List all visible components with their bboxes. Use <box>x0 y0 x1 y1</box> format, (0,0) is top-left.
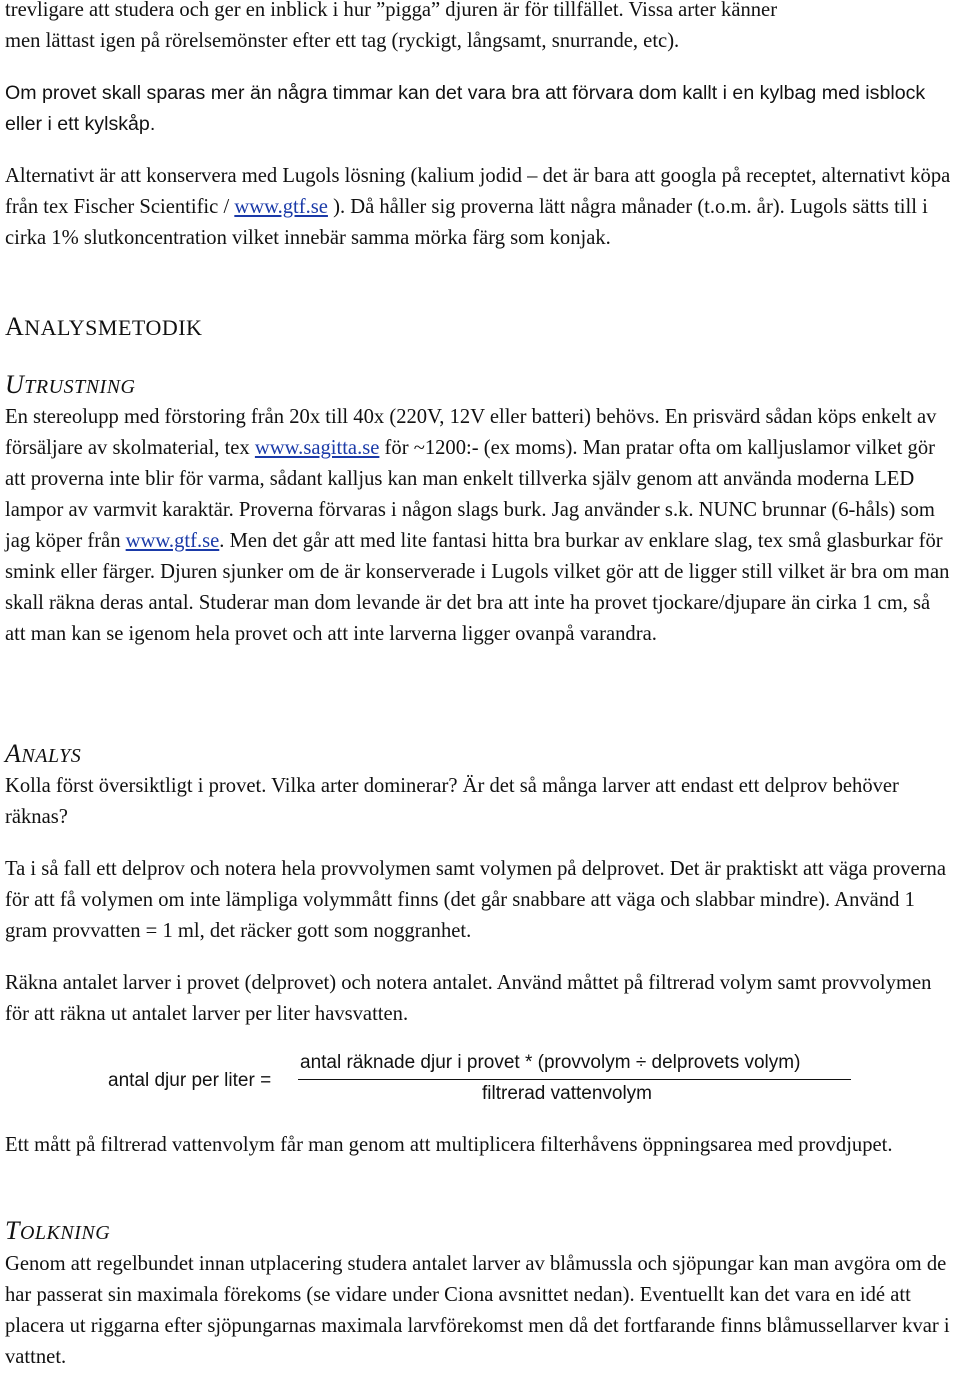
analys-paragraph-1: Kolla först översiktligt i provet. Vilka arter dominerar? Är det så många larver att endast ett delprov behöver räknas? <box>5 775 899 828</box>
utrustning-text: En stereolupp med förstoring från 20x till 40x (220V, 12V eller batteri) behövs. En prisvärd sådan köps enkelt av försäljare av skolmaterial, tex www.sagitta.se för ~1200:- (ex moms). Man pratar ofta om kalljuslamor vilket gör att proverna inte blir för varma, sådant kalljus kan man enkelt tillverka själv genom att använda moderna LED lampor av varmvit karaktär. Proverna förvaras i någon slags burk. Jag använder s.k. NUNC brunnar (6-håls) som jag köper från www.gtf.se. Men det går att med lite fantasi hitta bra burkar av enklare slag, tex små glasburkar för smink eller färger. Djuren sjunker om de är konserverade i Lugols vilket gör att de ligger still vilket är bra om man skall räkna deras antal. Studerar man dom levande är det bra att inte ha provet tjockare/djupare än cirka 1 cm, så att man kan se igenom hela provet och att inte larverna ligger ovanpå varandra. <box>5 406 950 645</box>
heading-analysmetodik: ANALYSMETODIK <box>5 312 203 341</box>
heading-analys: ANALYS <box>5 739 82 768</box>
intro-paragraph-1 <box>5 0 952 57</box>
analys-paragraph-2: Ta i så fall ett delprov och notera hela provvolymen samt volymen på delprovet. Det är praktiskt att väga proverna för att få volymen om inte lämpliga volymmått finns (det går snabbare att väga och slabbar mindre). Använd 1 gram provvatten = 1 ml, det räcker gott som noggranhet. <box>5 858 946 942</box>
intro-p2-text: Om provet skall sparas mer än några timmar kan det vara bra att förvara dom kallt i en kylbag med isblock eller i ett kylskåp. <box>5 82 926 135</box>
formula-numerator: antal räknade djur i provet * (provvolym ÷ delprovets volym) <box>300 1052 801 1073</box>
utrustning-paragraph <box>5 402 952 650</box>
heading-utrustning: UTRUSTNING <box>5 370 136 399</box>
analys-paragraph-3: Räkna antalet larver i provet (delprovet) och notera antalet. Använd måttet på filtrerad volym samt provvolymen för att räkna ut antalet larver per liter havsvatten. <box>5 972 932 1025</box>
intro-p3-text <box>5 161 952 254</box>
formula-denominator: filtrerad vattenvolym <box>482 1083 653 1104</box>
sagitta-link[interactable]: www.sagitta.se <box>254 437 380 459</box>
gtf-link-2[interactable]: www.gtf.se <box>125 530 220 552</box>
intro-p1-line1: trevligare att studera och ger en inblick i hur ”pigga” djuren är för tillfället. Vissa arter känner <box>5 0 778 21</box>
intro-p3-a: Alternativt är att konservera med Lugols lösning (kalium jodid – det är bara att googla på receptet, alternativt köpa från tex Fischer Scientific / <box>5 165 951 218</box>
intro-paragraph-2 <box>5 78 952 140</box>
tolkning-paragraph: Genom att regelbundet innan utplacering studera antalet larver av blåmussla och sjöpungar kan man avgöra om de har passerat sin maximala förekoms (se vidare under Ciona avsnittet nedan). Eventuellt kan det vara en idé att placera ut riggarna efter sjöpungarnas maximala larvförekomst men då det fortfarande finns blåmussellarver kvar i vattnet. <box>5 1253 950 1368</box>
formula-lhs: antal djur per liter = <box>108 1070 272 1091</box>
gtf-link[interactable]: www.gtf.se <box>234 196 328 218</box>
intro-p3-b: ). Då håller sig proverna lätt några månader (t.o.m. år). Lugols sätts till i cirka 1% slutkoncentration vilket innebär samma mörka färg som konjak. <box>5 196 928 249</box>
heading-tolkning: TOLKNING <box>5 1216 111 1245</box>
intro-paragraph-3 <box>5 161 952 254</box>
volume-formula <box>108 1052 868 1112</box>
fraction-bar <box>298 1079 851 1080</box>
intro-p1-line2: men lättast igen på rörelsemönster efter ett tag (ryckigt, långsamt, snurrande, etc). <box>5 30 680 52</box>
after-formula-paragraph: Ett mått på filtrerad vattenvolym får man genom att multiplicera filterhåvens öppningsarea med provdjupet. <box>5 1134 893 1156</box>
